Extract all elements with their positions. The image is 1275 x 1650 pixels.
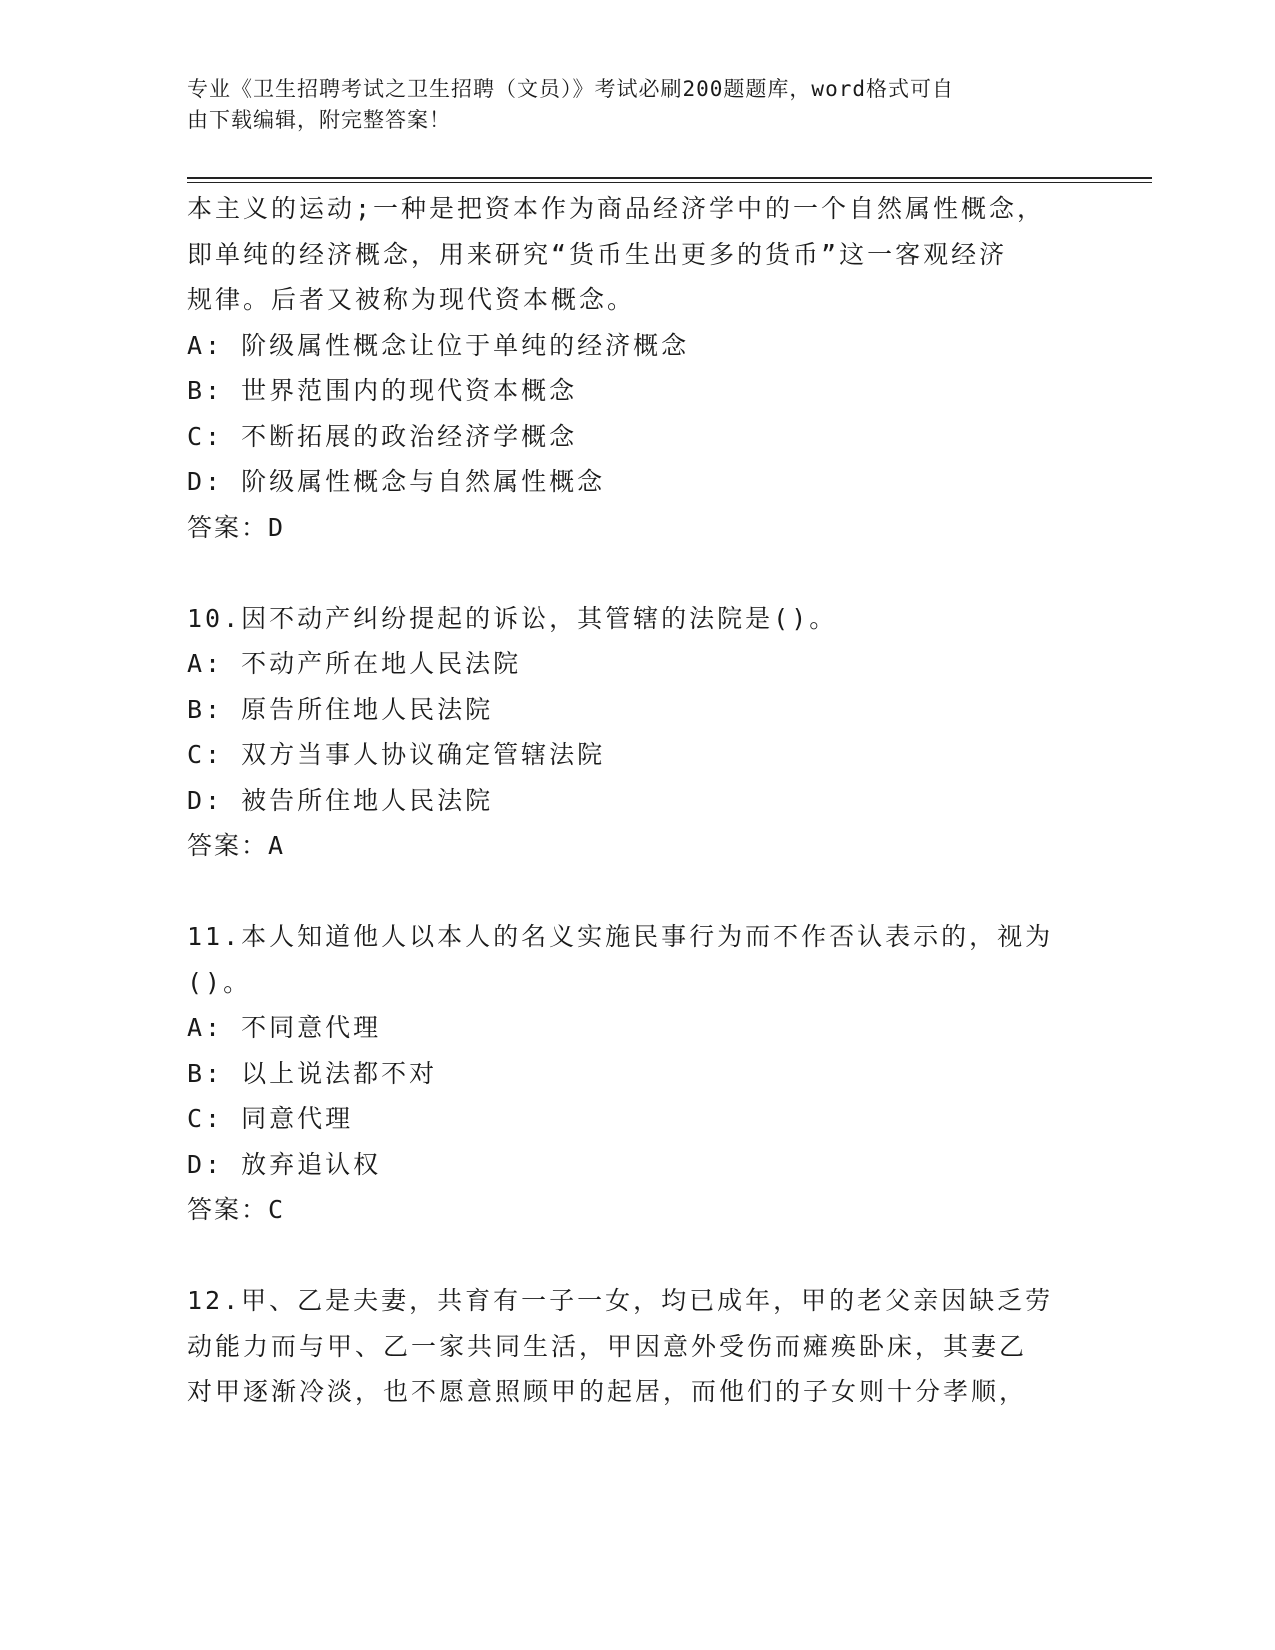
option-b: B: 原告所住地人民法院 <box>187 694 494 724</box>
spacer <box>187 1233 1077 1279</box>
question-text-line: 即单纯的经济概念，用来研究“货币生出更多的货币”这一客观经济 <box>187 239 1008 269</box>
option-c: C: 双方当事人协议确定管辖法院 <box>187 740 606 769</box>
spacer <box>187 869 1077 915</box>
question-text-line: 本主义的运动;一种是把资本作为商品经济学中的一个自然属性概念， <box>187 194 1046 223</box>
header-divider-thick <box>187 177 1152 179</box>
header-line-1: 专业《卫生招聘考试之卫生招聘（文员）》考试必刷200题题库，word格式可自 <box>187 77 954 101</box>
answer-line: 答案：D <box>187 512 286 542</box>
option-a: A: 不动产所在地人民法院 <box>187 649 522 678</box>
question-text-line: 对甲逐渐冷淡，也不愿意照顾甲的起居，而他们的子女则十分孝顺， <box>187 1377 1028 1406</box>
option-a: A: 不同意代理 <box>187 1013 382 1042</box>
option-a: A: 阶级属性概念让位于单纯的经济概念 <box>187 330 690 360</box>
question-text-line: 动能力而与甲、乙一家共同生活，甲因意外受伤而瘫痪卧床，其妻乙 <box>187 1331 1028 1361</box>
question-12 <box>187 1278 1077 1415</box>
option-b: B: 以上说法都不对 <box>187 1058 438 1088</box>
question-text-line: 10.因不动产纠纷提起的诉讼，其管辖的法院是()。 <box>187 603 838 633</box>
header-divider-thin <box>187 182 1152 183</box>
option-d: D: 阶级属性概念与自然属性概念 <box>187 467 606 496</box>
question-text-line: 11.本人知道他人以本人的名义实施民事行为而不作否认表示的，视为 <box>187 922 1054 951</box>
document-header <box>187 74 1067 136</box>
header-line-2: 由下载编辑，附完整答案！ <box>187 108 451 132</box>
question-11 <box>187 914 1077 1233</box>
option-b: B: 世界范围内的现代资本概念 <box>187 376 578 405</box>
option-c: C: 不断拓展的政治经济学概念 <box>187 421 578 451</box>
question-text-line: 12.甲、乙是夫妻，共育有一子一女，均已成年，甲的老父亲因缺乏劳 <box>187 1286 1054 1315</box>
option-d: D: 放弃追认权 <box>187 1149 382 1179</box>
question-text-line: ()。 <box>187 967 252 997</box>
question-10 <box>187 596 1077 869</box>
option-d: D: 被告所住地人民法院 <box>187 785 494 815</box>
answer-line: 答案：C <box>187 1195 286 1224</box>
spacer <box>187 550 1077 596</box>
option-c: C: 同意代理 <box>187 1104 354 1133</box>
question-9-continued <box>187 186 1077 550</box>
question-text-line: 规律。后者又被称为现代资本概念。 <box>187 285 636 314</box>
answer-line: 答案：A <box>187 831 286 860</box>
document-body <box>187 186 1077 1415</box>
